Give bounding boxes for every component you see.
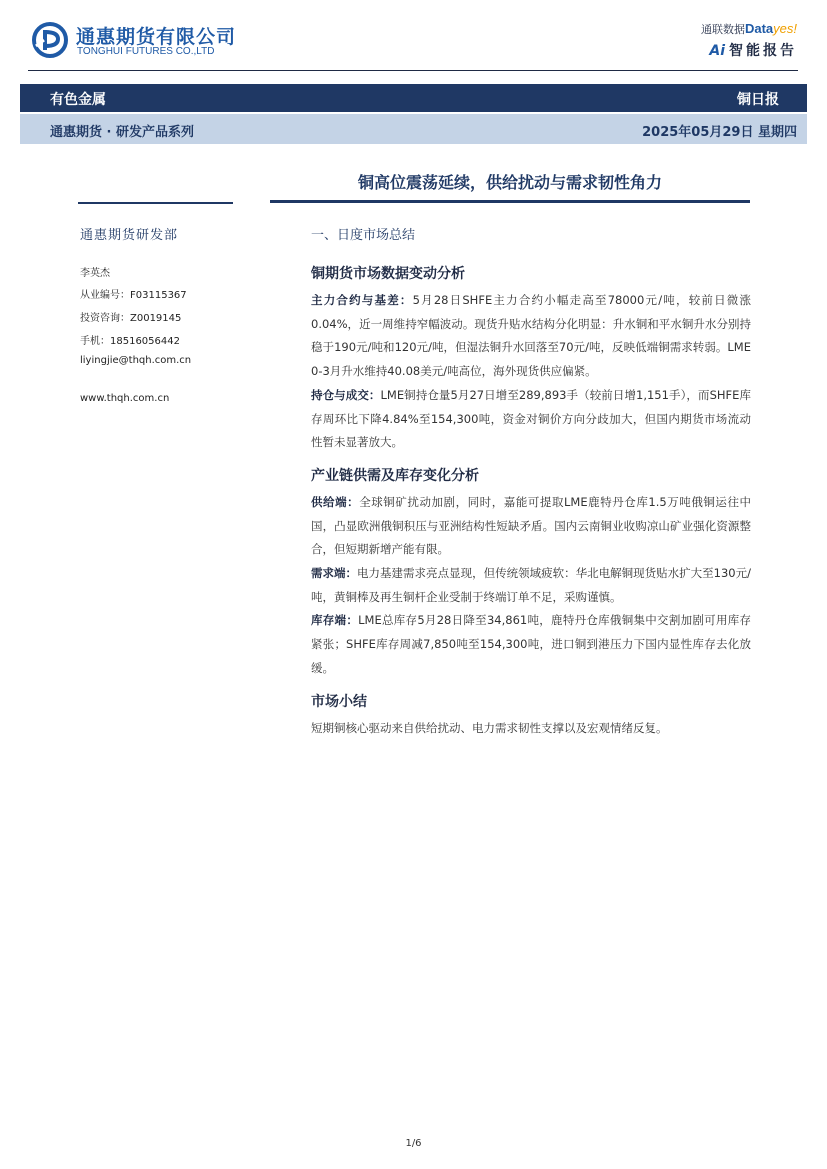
series-label: 通惠期货 · 研发产品系列 [50, 125, 194, 140]
ai-mark: Ai [709, 43, 725, 59]
department-name: 通惠期货研发部 [80, 228, 179, 243]
analyst-email-link[interactable]: liyingjie@thqh.com.cn [80, 355, 192, 366]
section-heading-daily-summary: 一、日度市场总结 [311, 228, 416, 243]
paragraph-contract-basis [311, 289, 751, 384]
heading-supply-chain: 产业链供需及库存变化分析 [311, 467, 479, 484]
paragraph-label: 库存端： [311, 613, 359, 628]
title-underline [270, 200, 750, 203]
report-title: 铜高位震荡延续，供给扰动与需求韧性角力 [357, 173, 662, 192]
report-date: 2025年05月29日 星期四 [642, 125, 797, 140]
heading-market-summary: 市场小结 [311, 693, 367, 710]
category-label: 有色金属 [50, 92, 106, 108]
paragraph-text: 全球铜矿扰动加剧，同时，嘉能可提取LME鹿特丹仓库1.5万吨俄铜运往中国，凸显欧洲俄铜积压与亚洲结构性短缺矛盾。国内云南铜业收购凉山矿业强化资源整合，但短期新增产能有限。 [311, 494, 752, 557]
report-type-label: 铜日报 [737, 92, 779, 108]
paragraph-demand [311, 562, 751, 609]
partner-logo [701, 21, 797, 37]
paragraph-inventory [311, 609, 751, 680]
analyst-phone: 手机：18516056442 [80, 336, 180, 347]
website-link[interactable]: www.thqh.com.cn [80, 393, 170, 404]
paragraph-text: 电力基建需求亮点显现，但传统领域疲软：华北电解铜现货贴水扩大至130元/吨，黄铜棒及再生铜杆企业受制于终端订单不足，采购谨慎。 [311, 566, 752, 604]
paragraph-label: 持仓与成交： [311, 387, 381, 402]
analyst-name: 李英杰 [80, 268, 110, 279]
partner-prefix: 通联数据 [700, 24, 745, 36]
paragraph-supply [311, 491, 751, 562]
paragraph-label: 主力合约与基差： [311, 293, 413, 307]
paragraph-text: LME总库存5月28日降至34,861吨，鹿特丹仓库俄铜集中交割加剧可用库存紧张；SHFE库存周减7,850吨至154,300吨，进口铜到港压力下国内显性库存去化放缓。 [311, 613, 752, 675]
heading-market-data: 铜期货市场数据变动分析 [311, 266, 465, 282]
paragraph-text: 5月28日SHFE主力合约小幅走高至78000元/吨，较前日微涨0.04%，近一周维持窄幅波动。现货升贴水结构分化明显：升水铜和平水铜升水分别持稳于190元/吨和120元/吨，但湿法铜升水回落至70元/吨，反映低端铜需求转弱。LME 0-3月升水维持40.08美元/吨高位，海外现货供应偏紧。 [311, 293, 752, 379]
paragraph-label: 需求端： [311, 566, 358, 581]
paragraph-label: 供给端： [311, 494, 360, 509]
category-bar [20, 84, 807, 112]
company-name-en: TONGHUI FUTURES CO.,LTD [77, 46, 215, 57]
partner-brand: Data [744, 21, 774, 36]
company-name-cn: 通惠期货有限公司 [76, 26, 237, 48]
paragraph-text: LME铜持仓量5月27日增至289,893手（较前日增1,151手），而SHFE库存周环比下降4.84%至154,300吨，资金对铜价方向分歧加大，但国内期货市场流动性暂未显著放大。 [311, 387, 751, 450]
analyst-invest-number: 投资咨询：Z0019145 [80, 313, 182, 324]
page-number: 1/6 [405, 1138, 422, 1149]
header-divider [28, 70, 798, 71]
report-body [311, 224, 751, 740]
paragraph-position-volume [311, 384, 751, 455]
ai-report-text: 智能报告 [729, 43, 797, 59]
paragraph-summary: 短期铜核心驱动来自供给扰动、电力需求韧性支撑以及宏观情绪反复。 [311, 720, 668, 735]
partner-suffix: yes! [773, 21, 797, 36]
ai-report-label [709, 40, 797, 60]
analyst-cert-number: 从业编号：F03115367 [80, 290, 187, 301]
sidebar-underline [78, 202, 233, 204]
company-logo-icon [32, 22, 68, 58]
